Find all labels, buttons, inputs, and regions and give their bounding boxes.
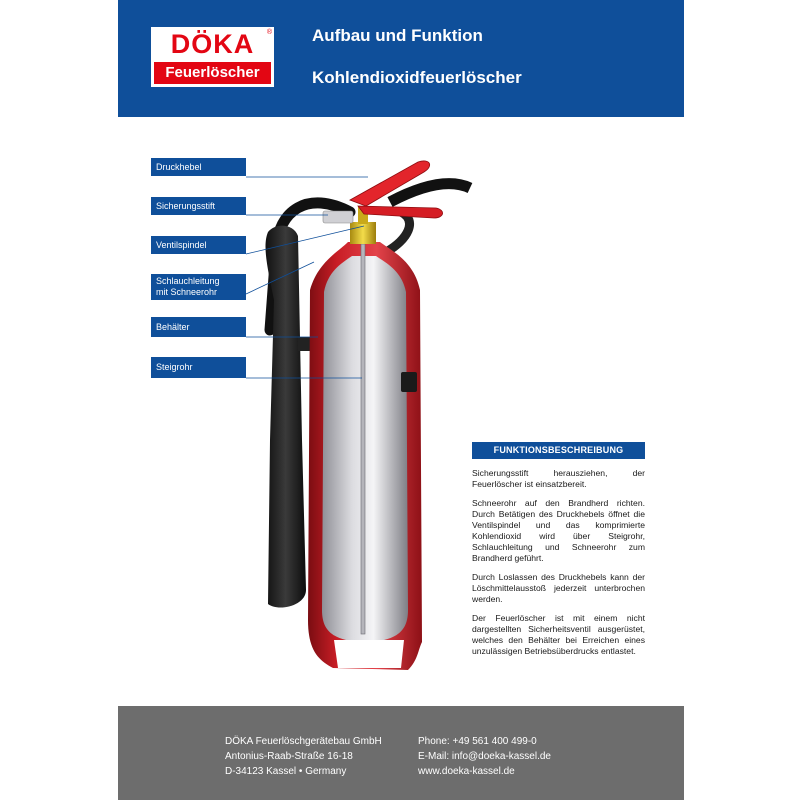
footer-street: Antonius-Raab-Straße 16-18	[225, 751, 353, 762]
callout-schlauchleitung-text-1: Schlauchleitung	[156, 276, 220, 286]
wall-bracket	[401, 372, 417, 392]
function-paragraph-2: Schneerohr auf den Brandherd richten. Durch Betätigen des Druckhebels öffnet die Ventilspindel und das komprimierte Kohlendioxid wird über Steigrohr, Schlauchleitung und Schneerohr zum Brandherd geführt.	[472, 498, 645, 563]
footer-company: DÖKA Feuerlöschgerätebau GmbH	[225, 736, 382, 747]
footer-contact	[418, 734, 551, 779]
footer	[118, 706, 684, 800]
page-subtitle: Kohlendioxidfeuerlöscher	[312, 68, 522, 87]
callout-sicherungsstift-text: Sicherungsstift	[156, 200, 216, 211]
function-description	[472, 442, 645, 657]
callout-steigrohr-text: Steigrohr	[156, 362, 193, 372]
page-title: Aufbau und Funktion	[312, 26, 483, 45]
footer-phone: Phone: +49 561 400 499-0	[418, 736, 537, 747]
function-heading: FUNKTIONSBESCHREIBUNG	[472, 442, 645, 459]
cutaway-base	[334, 640, 404, 668]
hose-loop	[386, 212, 410, 252]
footer-address	[225, 734, 382, 779]
function-paragraph-3: Durch Loslassen des Druckhebels kann der Löschmittelausstoß jederzeit unterbrochen werden.	[472, 572, 645, 604]
logo-wordmark: DÖKA	[170, 29, 255, 59]
horn-clamp	[298, 337, 310, 351]
function-paragraph-1: Sicherungsstift herausziehen, der Feuerlöscher ist einsatzbereit.	[472, 468, 645, 489]
callout-behaelter-text: Behälter	[156, 321, 190, 332]
logo-registered-mark: ®	[266, 29, 272, 36]
footer-website[interactable]: www.doeka-kassel.de	[418, 766, 515, 777]
hose-top	[390, 184, 470, 202]
safety-pin	[323, 211, 353, 223]
callout-druckhebel-text: Druckhebel	[156, 161, 202, 172]
siphon-tube	[361, 244, 365, 634]
callout-schlauchleitung-text-2: mit Schneerohr	[156, 287, 218, 297]
valve-body	[350, 222, 376, 244]
snow-horn	[266, 226, 306, 608]
callout-ventilspindel-text: Ventilspindel	[156, 239, 207, 250]
function-paragraph-4: Der Feuerlöscher ist mit einem nicht dargestellten Sicherheitsventil ausgerüstet, welches den Behälter bei Erreichen eines unzulässigen Betriebsüberdrucks entlastet.	[472, 613, 645, 656]
footer-city: D-34123 Kassel • Germany	[225, 766, 347, 777]
logo-subline: Feuerlöscher	[154, 62, 271, 84]
datasheet-page	[118, 0, 684, 800]
carry-handle	[358, 206, 443, 218]
footer-email[interactable]: E-Mail: info@doeka-kassel.de	[418, 751, 551, 762]
